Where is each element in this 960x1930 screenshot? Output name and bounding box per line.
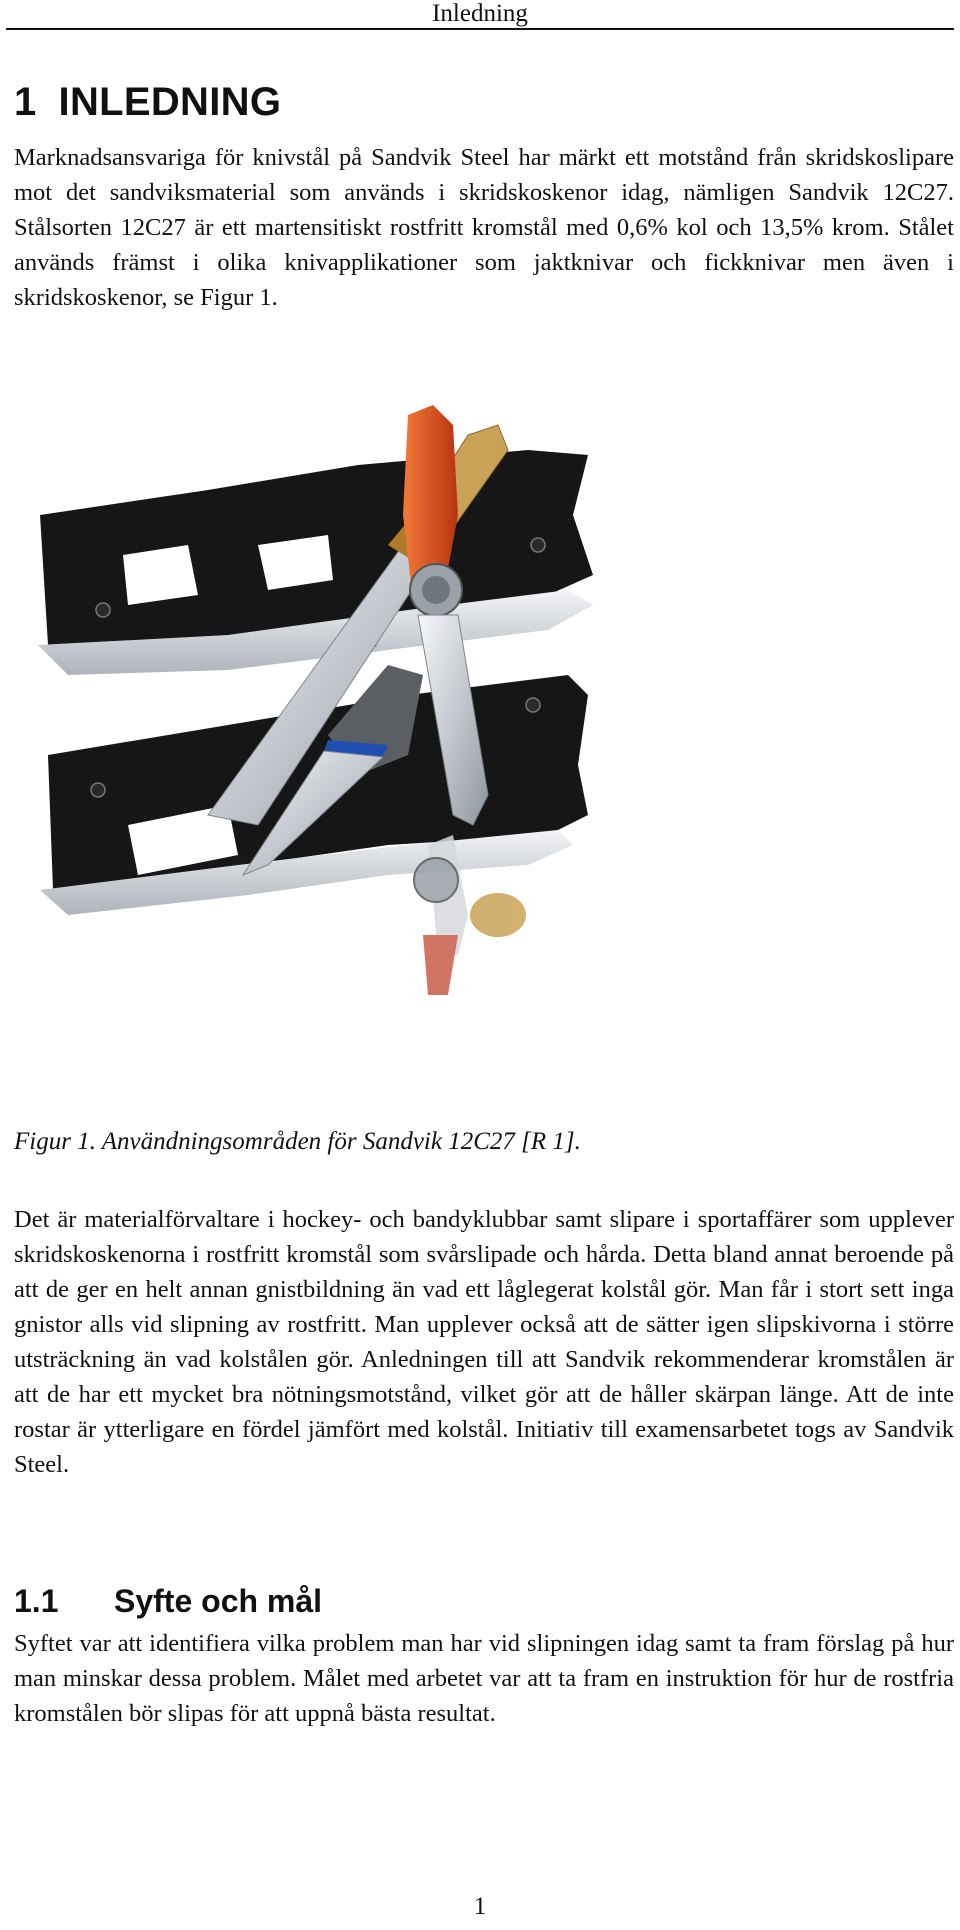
page-number: 1 — [473, 1893, 487, 1920]
figure-skates-and-knives — [28, 395, 718, 1085]
subsection-paragraph: Syftet var att identifiera vilka problem man har vid slipningen idag samt ta fram förslag på hur man minskar dessa problem. Målet med arbetet var att ta fram en instruktion för hur de rostfria kromstålen bör slipas för att uppnå bästa resultat. — [14, 1630, 954, 1727]
upper-skate — [38, 450, 593, 675]
subsection-heading — [14, 1583, 322, 1620]
subsection-number: 1.1 — [14, 1583, 59, 1619]
intro-paragraph: Marknadsansvariga för knivstål på Sandvik Steel har märkt ett motstånd från skridskoslipare mot det sandviksmaterial som används i skridskoskenor idag, nämligen Sandvik 12C27. Stålsorten 12C27 är ett martensitiskt rostfritt kromstål med 0,6% kol och 13,5% krom. Stålet används främst i olika knivapplikationer som jaktknivar och fickknivar men även i skridskoskenor, se Figur 1. — [14, 144, 954, 311]
figure-caption: Figur 1. Användningsområden för Sandvik 12C27 [R 1]. — [14, 1128, 581, 1155]
section-number: 1 — [14, 80, 37, 124]
running-header-title: Inledning — [432, 0, 528, 27]
section-title: INLEDNING — [58, 80, 282, 124]
figure-illustration — [28, 395, 718, 1085]
body-paragraph: Det är materialförvaltare i hockey- och bandyklubbar samt slipare i sportaffärer som upplever skridskoskenorna i rostfritt kromstål som svårslipade och hårda. Detta bland annat beroende på att de ger en helt annan gnistbildning än vad ett låglegerat kolstål gör. Man får i stort sett inga gnistor alls vid slipning av rostfritt. Man upplever också att de sätter igen slipskivorna i större utsträckning än vad kolstålen gör. Anledningen till att Sandvik rekommenderar kromstålen är att de har ett mycket bra nötningsmotstånd, vilket gör att de håller skärpan länge. Att de inte rostar är ytterligare en fördel jämfört med kolstål. Initiativ till examensarbetet togs av Sandvik Steel. — [14, 1206, 954, 1478]
subsection-title: Syfte och mål — [114, 1583, 323, 1619]
section-heading — [14, 80, 281, 125]
running-header — [6, 0, 954, 30]
